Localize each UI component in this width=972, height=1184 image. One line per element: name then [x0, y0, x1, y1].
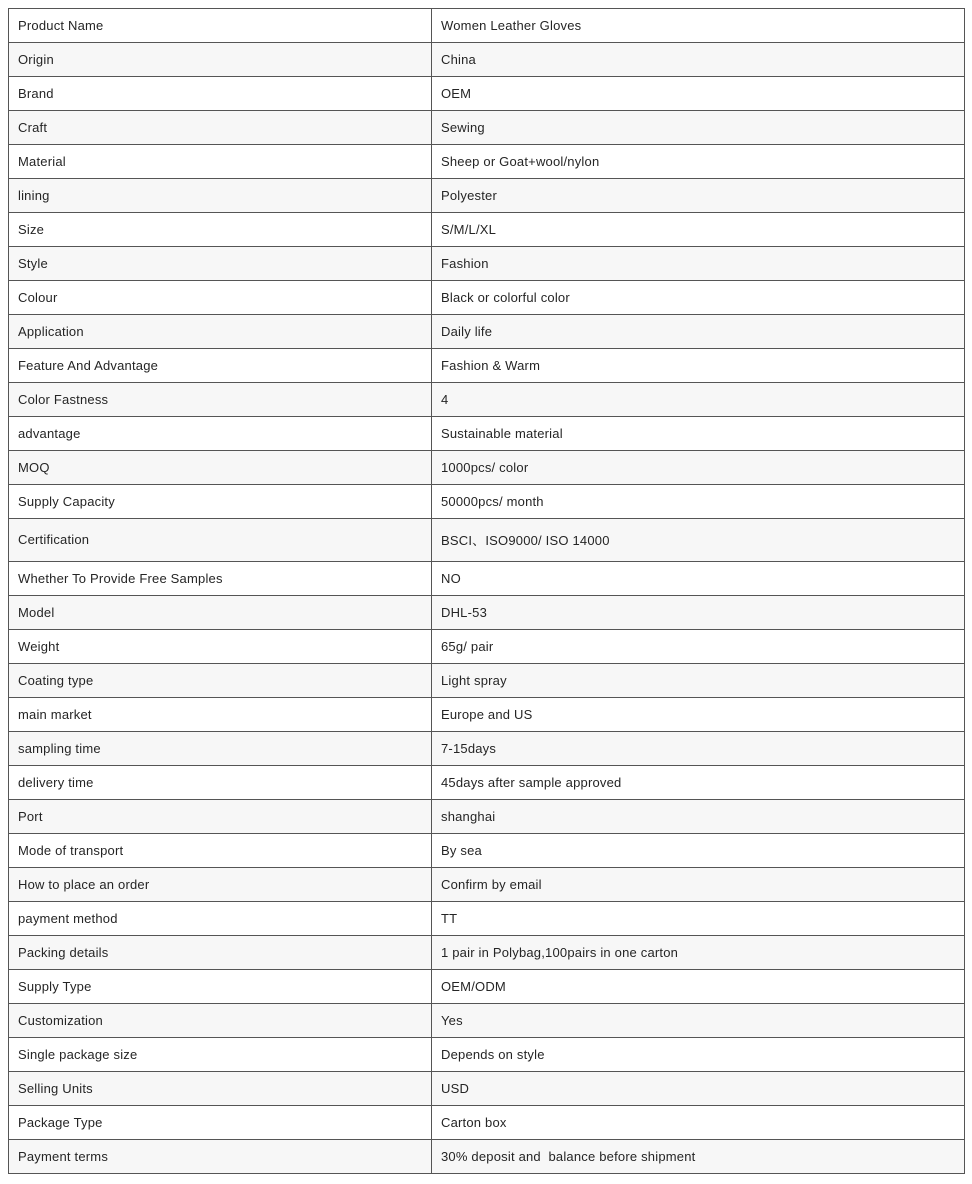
spec-label-cell: Packing details [9, 935, 432, 969]
table-row [9, 969, 965, 1003]
spec-label-cell: Craft [9, 111, 432, 145]
spec-label-cell: MOQ [9, 451, 432, 485]
spec-value-cell: Sustainable material [432, 417, 965, 451]
spec-value-cell: OEM/ODM [432, 969, 965, 1003]
table-row [9, 43, 965, 77]
spec-label-cell: main market [9, 697, 432, 731]
spec-label-cell: lining [9, 179, 432, 213]
spec-value-cell: shanghai [432, 799, 965, 833]
table-row [9, 663, 965, 697]
table-row [9, 935, 965, 969]
product-spec-table [8, 8, 965, 1174]
spec-value-cell: Black or colorful color [432, 281, 965, 315]
spec-label-cell: Size [9, 213, 432, 247]
table-row [9, 247, 965, 281]
spec-label-cell: Selling Units [9, 1071, 432, 1105]
spec-value-cell: 45days after sample approved [432, 765, 965, 799]
table-row [9, 561, 965, 595]
table-row [9, 383, 965, 417]
spec-label-cell: Model [9, 595, 432, 629]
table-row [9, 145, 965, 179]
spec-table-body [9, 9, 965, 1174]
spec-value-cell: Sheep or Goat+wool/nylon [432, 145, 965, 179]
spec-value-cell: DHL-53 [432, 595, 965, 629]
spec-value-cell: Fashion [432, 247, 965, 281]
spec-value-cell: By sea [432, 833, 965, 867]
spec-label-cell: Whether To Provide Free Samples [9, 561, 432, 595]
spec-value-cell: Sewing [432, 111, 965, 145]
table-row [9, 485, 965, 519]
spec-label-cell: Product Name [9, 9, 432, 43]
spec-value-cell: TT [432, 901, 965, 935]
table-row [9, 901, 965, 935]
table-row [9, 213, 965, 247]
spec-value-cell: Polyester [432, 179, 965, 213]
spec-value-cell: 1000pcs/ color [432, 451, 965, 485]
table-row [9, 867, 965, 901]
spec-value-cell: 50000pcs/ month [432, 485, 965, 519]
spec-value-cell: 30% deposit and balance before shipment [432, 1139, 965, 1173]
spec-label-cell: Customization [9, 1003, 432, 1037]
spec-label-cell: Payment terms [9, 1139, 432, 1173]
table-row [9, 1071, 965, 1105]
table-row [9, 451, 965, 485]
table-row [9, 1139, 965, 1173]
spec-value-cell: BSCI、ISO9000/ ISO 14000 [432, 519, 965, 562]
spec-label-cell: Package Type [9, 1105, 432, 1139]
table-row [9, 697, 965, 731]
spec-value-cell: Carton box [432, 1105, 965, 1139]
table-row [9, 1037, 965, 1071]
spec-label-cell: Colour [9, 281, 432, 315]
spec-value-cell: 1 pair in Polybag,100pairs in one carton [432, 935, 965, 969]
spec-label-cell: Single package size [9, 1037, 432, 1071]
spec-label-cell: Port [9, 799, 432, 833]
spec-label-cell: Color Fastness [9, 383, 432, 417]
spec-label-cell: How to place an order [9, 867, 432, 901]
table-row [9, 731, 965, 765]
spec-value-cell: Light spray [432, 663, 965, 697]
spec-value-cell: Europe and US [432, 697, 965, 731]
spec-label-cell: Application [9, 315, 432, 349]
spec-label-cell: Coating type [9, 663, 432, 697]
table-row [9, 1003, 965, 1037]
table-row [9, 281, 965, 315]
spec-value-cell: 4 [432, 383, 965, 417]
table-row [9, 111, 965, 145]
table-row [9, 629, 965, 663]
spec-value-cell: NO [432, 561, 965, 595]
spec-label-cell: delivery time [9, 765, 432, 799]
spec-label-cell: Supply Type [9, 969, 432, 1003]
table-row [9, 315, 965, 349]
spec-value-cell: S/M/L/XL [432, 213, 965, 247]
spec-label-cell: Certification [9, 519, 432, 562]
spec-label-cell: Weight [9, 629, 432, 663]
spec-label-cell: Brand [9, 77, 432, 111]
spec-label-cell: advantage [9, 417, 432, 451]
spec-value-cell: 65g/ pair [432, 629, 965, 663]
table-row [9, 799, 965, 833]
spec-label-cell: sampling time [9, 731, 432, 765]
table-row [9, 519, 965, 562]
table-row [9, 179, 965, 213]
spec-label-cell: Material [9, 145, 432, 179]
table-row [9, 77, 965, 111]
table-row [9, 595, 965, 629]
table-row [9, 417, 965, 451]
spec-value-cell: OEM [432, 77, 965, 111]
spec-label-cell: Origin [9, 43, 432, 77]
spec-label-cell: Mode of transport [9, 833, 432, 867]
spec-value-cell: USD [432, 1071, 965, 1105]
table-row [9, 833, 965, 867]
table-row [9, 349, 965, 383]
spec-label-cell: payment method [9, 901, 432, 935]
spec-value-cell: Women Leather Gloves [432, 9, 965, 43]
spec-label-cell: Feature And Advantage [9, 349, 432, 383]
spec-value-cell: Yes [432, 1003, 965, 1037]
spec-label-cell: Style [9, 247, 432, 281]
spec-value-cell: 7-15days [432, 731, 965, 765]
spec-value-cell: China [432, 43, 965, 77]
spec-value-cell: Confirm by email [432, 867, 965, 901]
spec-label-cell: Supply Capacity [9, 485, 432, 519]
table-row [9, 1105, 965, 1139]
spec-value-cell: Daily life [432, 315, 965, 349]
spec-value-cell: Fashion & Warm [432, 349, 965, 383]
table-row [9, 765, 965, 799]
table-row [9, 9, 965, 43]
spec-value-cell: Depends on style [432, 1037, 965, 1071]
